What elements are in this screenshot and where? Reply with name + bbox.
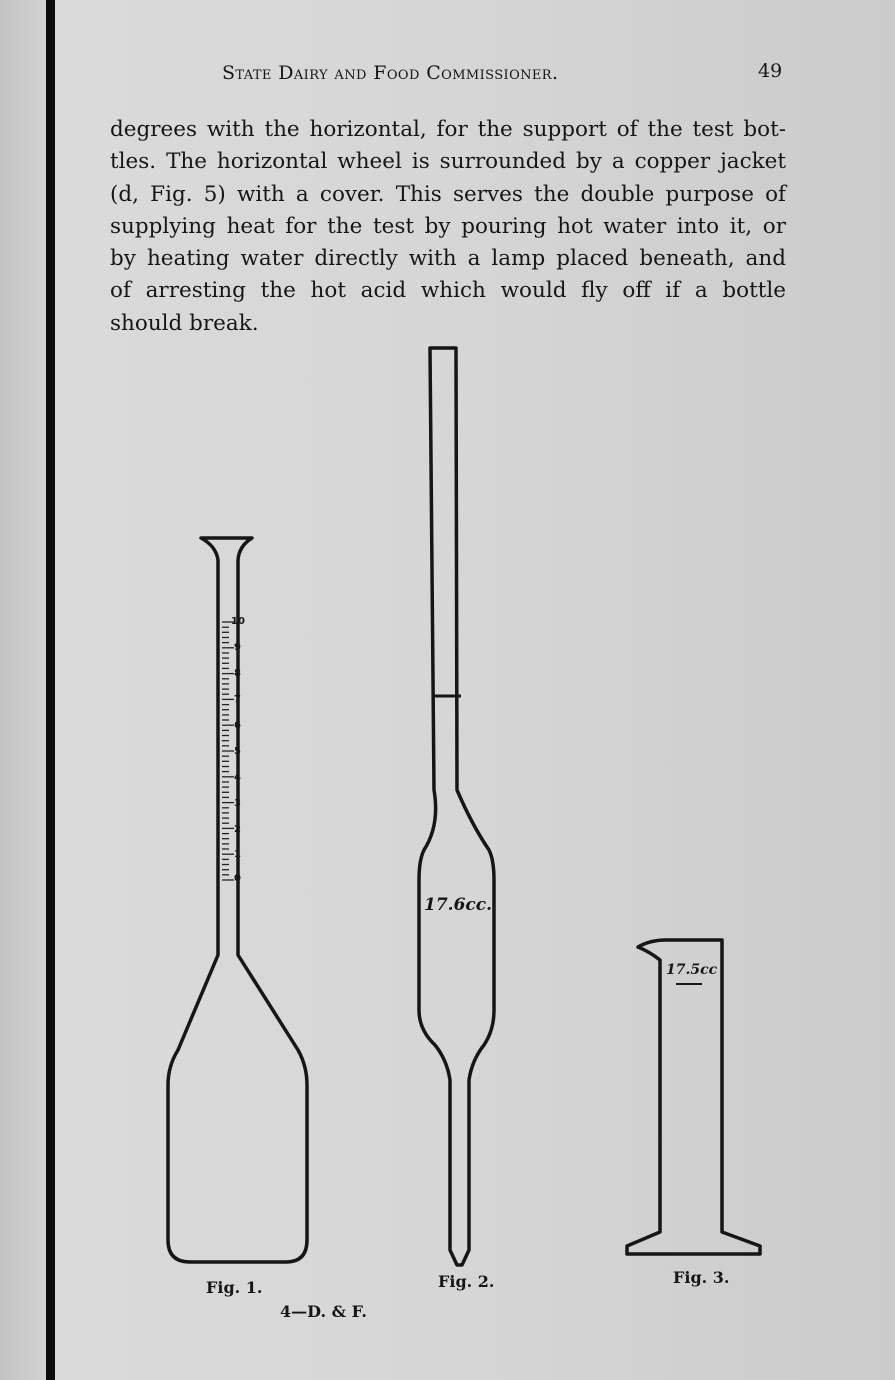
signature-mark: 4—D. & F. <box>280 1302 367 1321</box>
fig1-scale-label: 6 <box>234 720 241 731</box>
fig1-scale-label: 5 <box>234 746 241 757</box>
body-line: tles. The horizontal wheel is surrounded by a copper jacket <box>110 149 786 175</box>
fig1-scale-label: 8 <box>234 668 241 679</box>
fig3-volume-label: 17.5cc <box>666 962 718 978</box>
fig1-caption: Fig. 1. <box>206 1278 263 1297</box>
body-line: degrees with the horizontal, for the support of the test bot- <box>110 117 786 142</box>
body-line: should break. <box>110 310 259 336</box>
fig1-scale-label: 7 <box>234 694 241 705</box>
fig1-scale-label: 0 <box>234 873 241 884</box>
fig1-scale-label: 1 <box>234 849 241 860</box>
body-line: (d, Fig. 5) with a cover. This serves the double purpose of <box>110 181 786 207</box>
page-number: 49 <box>758 60 783 82</box>
fig1-scale-label: 9 <box>234 642 241 653</box>
fig2-volume-label: 17.6cc. <box>424 895 493 915</box>
fig1-scale-label: 10 <box>231 616 245 627</box>
body-line: supplying heat for the test by pouring hot water into it, or <box>110 213 786 239</box>
fig1-graduations <box>222 622 234 880</box>
body-line: by heating water directly with a lamp placed beneath, and <box>110 246 786 272</box>
fig3-caption: Fig. 3. <box>673 1268 730 1287</box>
fig1-scale-label: 3 <box>234 798 241 809</box>
fig2-pipette <box>419 348 494 1265</box>
fig3-cylinder <box>627 940 760 1254</box>
body-line: of arresting the hot acid which would fly off if a bottle <box>110 278 786 304</box>
running-head: State Dairy and Food Commissioner. <box>222 62 559 84</box>
fig2-caption: Fig. 2. <box>438 1272 495 1291</box>
fig1-scale-label: 2 <box>234 824 241 835</box>
fig1-scale-label: 4 <box>234 772 241 783</box>
